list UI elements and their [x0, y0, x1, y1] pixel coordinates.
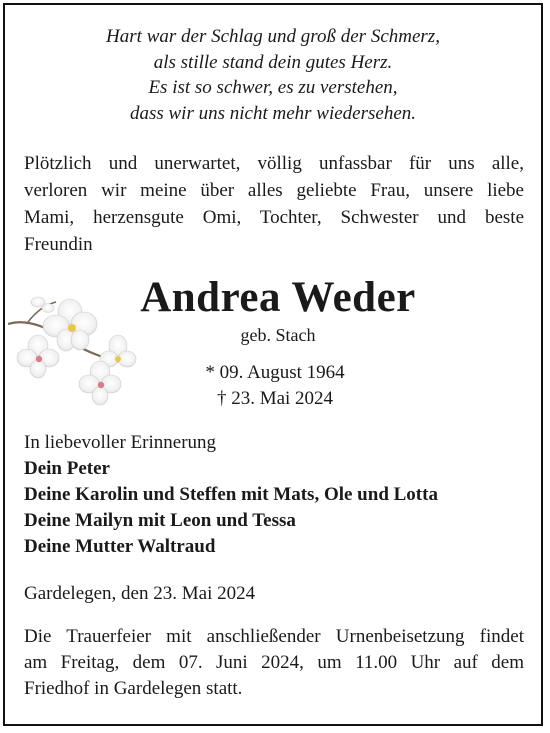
announcement-text: [24, 150, 524, 258]
poem-line: Hart war der Schlag und groß der Schmerz,: [106, 26, 440, 47]
announcement-line: verloren wir meine über alles geliebte Frau, unsere liebe: [24, 180, 524, 201]
remembrance-line: In liebevoller Erinnerung: [24, 432, 217, 453]
maiden-name: geb. Stach: [240, 325, 316, 345]
life-dates: [150, 360, 400, 412]
poem-line: Es ist so schwer, es zu verstehen,: [148, 77, 398, 98]
poem-line: als stille stand dein gutes Herz.: [153, 51, 393, 73]
mourners-list: [24, 430, 524, 560]
mourner-line: Dein Peter: [24, 458, 110, 479]
poem-line: dass wir uns nicht mehr wiedersehen.: [129, 102, 417, 124]
death-date: † 23. Mai 2024: [216, 388, 334, 409]
announcement-line: Freundin: [24, 234, 93, 255]
announcement-line: Plötzlich und unerwartet, völlig unfassbar für uns alle,: [24, 153, 524, 174]
mourner-line: Deine Karolin und Steffen mit Mats, Ole und Lotta: [24, 484, 438, 505]
announcement-line: Mami, herzensgute Omi, Tochter, Schwester und beste: [24, 207, 524, 228]
service-line: am Freitag, dem 07. Juni 2024, um 11.00 Uhr auf dem: [24, 652, 524, 673]
deceased-name: Andrea Weder: [140, 274, 416, 321]
memorial-poem: [0, 24, 546, 126]
birth-date: * 09. August 1964: [205, 362, 345, 383]
mourner-line: Deine Mutter Waltraud: [24, 536, 216, 557]
mourner-line: Deine Mailyn mit Leon und Tessa: [24, 510, 296, 531]
service-line: Friedhof in Gardelegen statt.: [24, 678, 243, 699]
funeral-service-info: [24, 624, 524, 702]
place-and-date: Gardelegen, den 23. Mai 2024: [24, 583, 256, 604]
service-line: Die Trauerfeier mit anschließender Urnenbeisetzung findet: [24, 626, 524, 647]
